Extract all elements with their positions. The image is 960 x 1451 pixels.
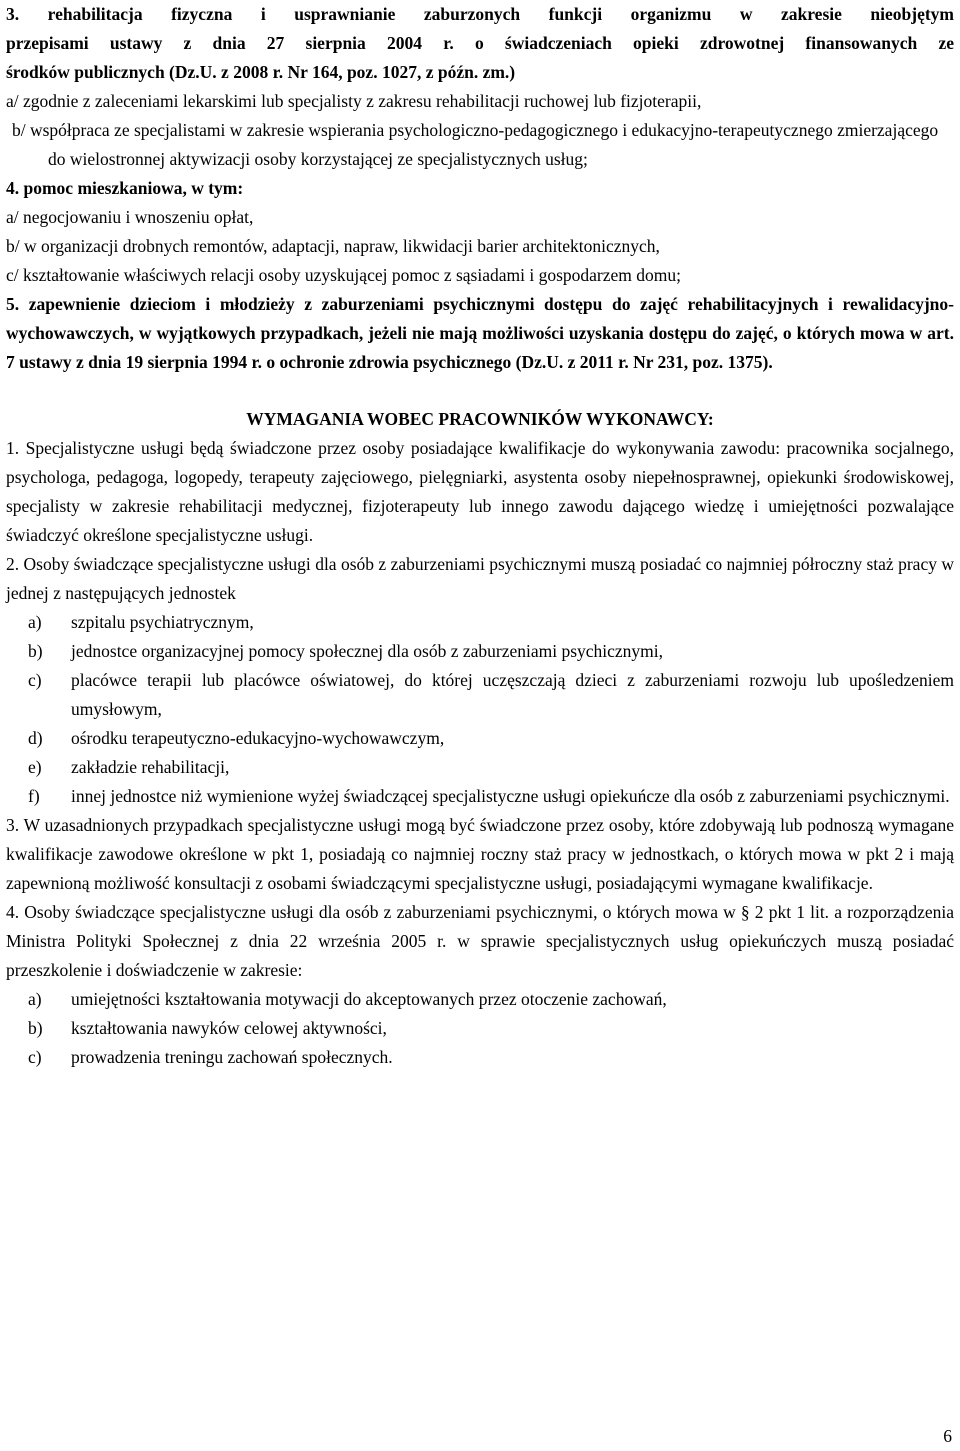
requirement-3: 3. W uzasadnionych przypadkach specjalistyczne usługi mogą być świadczone przez osoby, które zdobywają lub podnoszą wymagane kwalifikacje zawodowe określone w pkt 1, posiadają co najmniej roczny staż pracy w jednostkach, o których mowa w pkt 2 i mają zapewnioną możliwość konsultacji z osobami świadczącymi specjalistyczne usługi, posiadającymi wymagane kwalifikacje. bbox=[6, 815, 954, 893]
list-marker: d) bbox=[28, 728, 43, 748]
list-item bbox=[6, 637, 954, 666]
section3-heading-line3: środków publicznych (Dz.U. z 2008 r. Nr 164, poz. 1027, z późn. zm.) bbox=[6, 62, 516, 82]
section4-item-c: c/ kształtowanie właściwych relacji osoby uzyskującej pomoc z sąsiadami i gospodarzem domu; bbox=[6, 265, 682, 285]
list-text: szpitalu psychiatrycznym, bbox=[71, 612, 254, 632]
list-item bbox=[6, 753, 954, 782]
requirement-2: 2. Osoby świadczące specjalistyczne usługi dla osób z zaburzeniami psychicznymi muszą posiadać co najmniej półroczny staż pracy w jednej z następujących jednostek bbox=[6, 554, 954, 603]
list-item bbox=[6, 782, 954, 811]
section4-item-a: a/ negocjowaniu i wnoszeniu opłat, bbox=[6, 207, 254, 227]
list-marker: a) bbox=[28, 989, 42, 1009]
list-marker: b) bbox=[28, 641, 43, 661]
section3-item-a: a/ zgodnie z zaleceniami lekarskimi lub specjalisty z zakresu rehabilitacji ruchowej lub fizjoterapii, bbox=[6, 91, 702, 111]
list-marker: f) bbox=[28, 786, 40, 806]
section3-heading-line1: 3. rehabilitacja fizyczna i usprawnianie zaburzonych funkcji organizmu w zakresie nieobjętym bbox=[6, 4, 954, 24]
list-text: placówce terapii lub placówce oświatowej, do której uczęszczają dzieci z zaburzeniami rozwoju lub upośledzeniem umysłowym, bbox=[71, 670, 954, 719]
list-text: jednostce organizacyjnej pomocy społecznej dla osób z zaburzeniami psychicznymi, bbox=[71, 641, 664, 661]
list-marker: e) bbox=[28, 757, 42, 777]
list-text: prowadzenia treningu zachowań społecznych. bbox=[71, 1047, 393, 1067]
list-item bbox=[6, 724, 954, 753]
section5-text: 5. zapewnienie dzieciom i młodzieży z zaburzeniami psychicznymi dostępu do zajęć rehabilitacyjnych i rewalidacyjno-wychowawczych, w wyjątkowych przypadkach, jeżeli nie mają możliwości uzyskania dostępu do zajęć, o których mowa w art. 7 ustawy z dnia 19 sierpnia 1994 r. o ochronie zdrowia psychicznego (Dz.U. z 2011 r. Nr 231, poz. 1375). bbox=[6, 294, 954, 372]
section3-heading-line2: przepisami ustawy z dnia 27 sierpnia 2004 r. o świadczeniach opieki zdrowotnej finansowanych ze bbox=[6, 33, 954, 53]
list-text: zakładzie rehabilitacji, bbox=[71, 757, 230, 777]
requirement-4-list bbox=[6, 985, 954, 1072]
list-text: ośrodku terapeutyczno-edukacyjno-wychowawczym, bbox=[71, 728, 445, 748]
requirement-2-list bbox=[6, 608, 954, 811]
list-marker: b) bbox=[28, 1018, 43, 1038]
list-item bbox=[6, 1014, 954, 1043]
page-number: 6 bbox=[943, 1426, 952, 1446]
list-item bbox=[6, 985, 954, 1014]
list-marker: c) bbox=[28, 1047, 42, 1067]
list-marker: a) bbox=[28, 612, 42, 632]
requirements-title: WYMAGANIA WOBEC PRACOWNIKÓW WYKONAWCY: bbox=[246, 409, 714, 429]
section3-item-b: b/ współpraca ze specjalistami w zakresie wspierania psychologiczno-pedagogicznego i edukacyjno-terapeutycznego zmierzającego do wielostronnej aktywizacji osoby korzystającej ze specjalistycznych usług; bbox=[12, 120, 939, 169]
list-item bbox=[6, 1043, 954, 1072]
list-text: kształtowania nawyków celowej aktywności, bbox=[71, 1018, 387, 1038]
list-text: umiejętności kształtowania motywacji do akceptowanych przez otoczenie zachowań, bbox=[71, 989, 667, 1009]
requirement-1: 1. Specjalistyczne usługi będą świadczone przez osoby posiadające kwalifikacje do wykonywania zawodu: pracownika socjalnego, psychologa, pedagoga, logopedy, terapeuty zajęciowego, pielęgniarki, asystenta osoby niepełnosprawnej, opiekunki środowiskowej, specjalisty w zakresie rehabilitacji medycznej, fizjoterapeuty lub innego zawodu dającego wiedzę i umiejętności pozwalające świadczyć określone specjalistyczne usługi. bbox=[6, 438, 954, 545]
requirement-4: 4. Osoby świadczące specjalistyczne usługi dla osób z zaburzeniami psychicznymi, o których mowa w § 2 pkt 1 lit. a rozporządzenia Ministra Polityki Społecznej z dnia 22 września 2005 r. w sprawie specjalistycznych usług opiekuńczych muszą posiadać przeszkolenie i doświadczenie w zakresie: bbox=[6, 902, 954, 980]
list-marker: c) bbox=[28, 670, 42, 690]
section4-heading: 4. pomoc mieszkaniowa, w tym: bbox=[6, 178, 244, 198]
list-text: innej jednostce niż wymienione wyżej świadczącej specjalistyczne usługi opiekuńcze dla osób z zaburzeniami psychicznymi. bbox=[71, 786, 950, 806]
list-item bbox=[6, 666, 954, 724]
section4-item-b: b/ w organizacji drobnych remontów, adaptacji, napraw, likwidacji barier architektonicznych, bbox=[6, 236, 660, 256]
list-item bbox=[6, 608, 954, 637]
